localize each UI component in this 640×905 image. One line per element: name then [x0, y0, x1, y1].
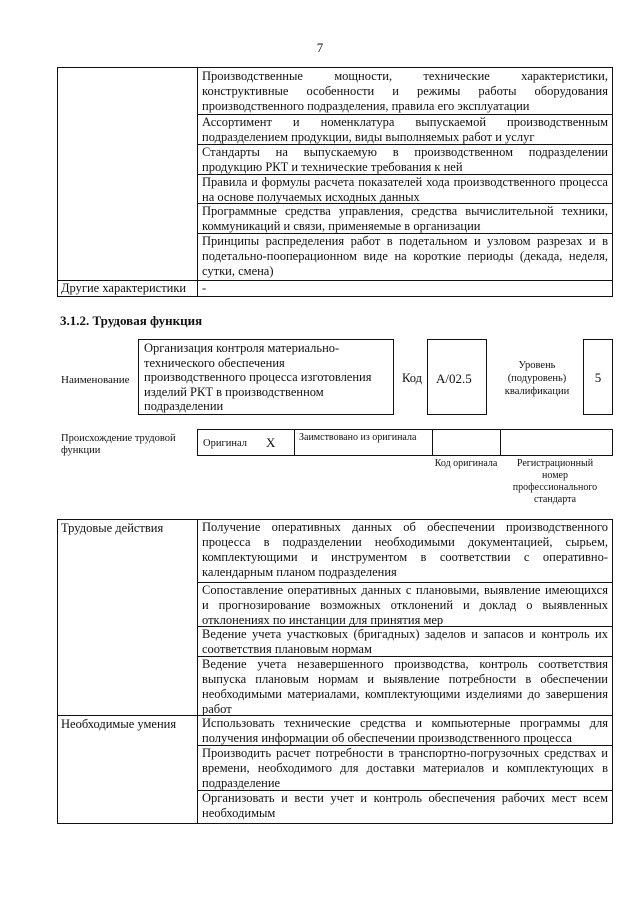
- knowledge-item: Ассортимент и номенклатура выпускаемой производственным подразделением продукции, виды выполняемых работ и услуг: [202, 115, 608, 144]
- level-value: 5: [594, 370, 602, 385]
- skills-label: Необходимые умения: [61, 717, 177, 731]
- skill-item: Организовать и вести учет и контроль обеспечения рабочих мест всем необходимым: [202, 791, 608, 820]
- knowledge-item: Правила и формулы расчета показателей хода производственного процесса на основе получаемых исходных данных: [202, 175, 608, 204]
- action-item: Ведение учета участковых (бригадных) заделов и запасов и контроль их соответствия плановым нормам: [202, 627, 608, 656]
- action-item: Ведение учета незавершенного производства, контроль соответствия выпуска плановым нормам и выявление потребности в обеспечении необходимыми материалами, комплектующими изделиями до завершения работ: [202, 657, 608, 716]
- code-label: Код: [402, 371, 422, 385]
- code-original-caption: Код оригинала: [434, 458, 498, 469]
- other-characteristics-value: -: [202, 281, 207, 295]
- knowledge-item: Производственные мощности, технические характеристики, конструктивные особенности и режимы работы оборудования производственного подразделения, правила его эксплуатации: [202, 69, 608, 113]
- reg-number-caption: Регистрационный номер профессионального стандарта: [512, 458, 598, 505]
- action-item: Получение оперативных данных об обеспечении производственного процесса в подразделении необходимыми документацией, сырьем, комплектующими и инструментом в соответствии с оперативно-календарным планом подразделения: [202, 520, 608, 579]
- code-value: А/02.5: [436, 371, 472, 386]
- knowledge-item: Принципы распределения работ в подетальном и узловом разрезах и в подетально-пооперационном виде на короткие периоды (декада, неделя, сутки, смена): [202, 234, 608, 278]
- original-mark: X: [266, 435, 276, 450]
- actions-label: Трудовые действия: [61, 521, 164, 535]
- name-value: Организация контроля материально-технического обеспечения производственного процесса изготовления изделий РКТ в производственном подразделении: [144, 341, 372, 413]
- skill-item: Производить расчет потребности в транспортно-погрузочных средствах и времени, необходимого для доставки материалов и комплектующих в подразделение: [202, 746, 608, 790]
- section-heading: 3.1.2. Трудовая функция: [60, 313, 203, 328]
- name-label: Наименование: [61, 374, 130, 386]
- knowledge-item: Программные средства управления, средства вычислительной техники, коммуникаций и связи, применяемые в организации: [202, 204, 608, 233]
- page-number: 7: [316, 40, 324, 55]
- knowledge-item: Стандарты на выпускаемую в производственном подразделении продукцию РКТ и технические требования к ней: [202, 145, 608, 174]
- skill-item: Использовать технические средства и компьютерные программы для получения информации об обеспечении производственного процесса: [202, 716, 608, 745]
- borrowed-label: Заимствовано из оригинала: [299, 432, 417, 443]
- other-characteristics-label: Другие характеристики: [61, 281, 187, 295]
- action-item: Сопоставление оперативных данных с плановыми, выявление имеющихся и прогнозирование возможных отклонений и доклад о выявленных отклонениях по инстанции для принятия мер: [202, 583, 608, 627]
- original-label: Оригинал: [203, 438, 247, 449]
- level-label: Уровень (подуровень) квалификации: [504, 360, 570, 397]
- origin-label: Происхождение трудовой функции: [61, 433, 176, 456]
